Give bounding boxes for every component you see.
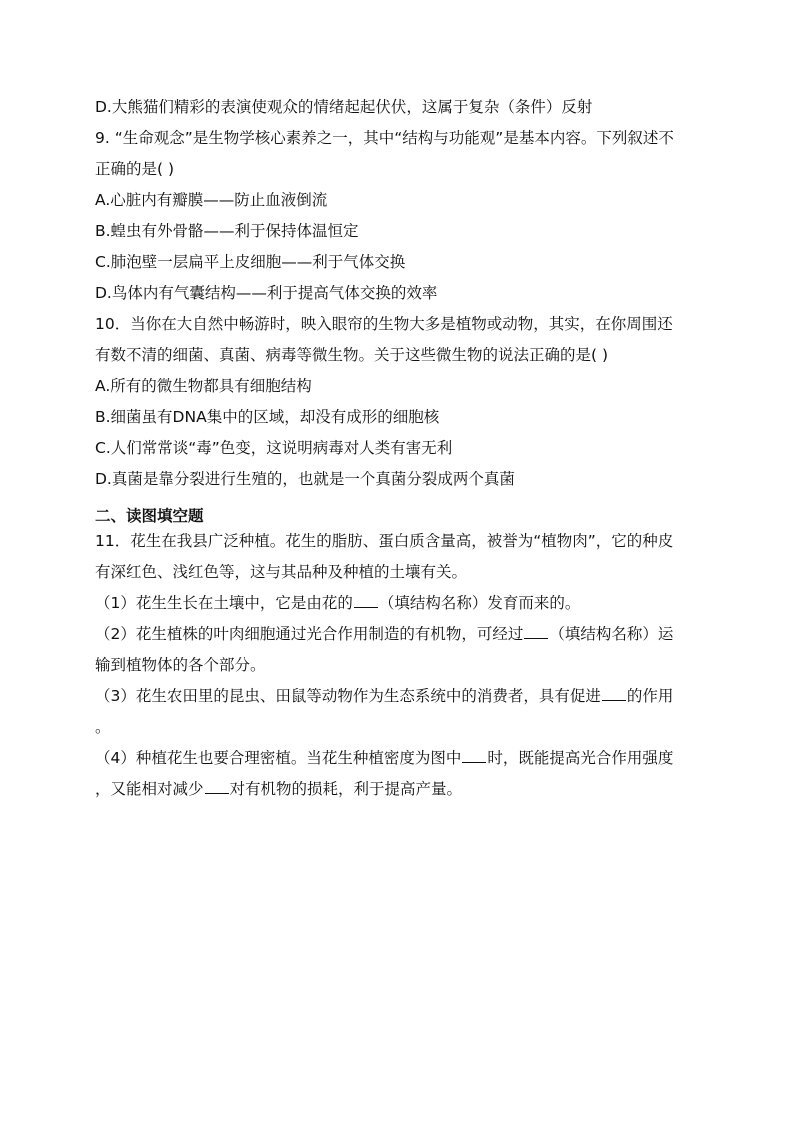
q11-part1-text-before: （1）花生生长在土壤中，它是由花的	[95, 594, 353, 612]
q11-part2	[95, 624, 705, 644]
q10-option-c: C.人们常常谈“毒”色变，这说明病毒对人类有害无利	[95, 439, 453, 457]
q11-part3	[95, 686, 705, 706]
q11-part4	[95, 748, 705, 768]
q11-stem-line2: 有深红色、浅红色等，这与其品种及种植的土壤有关。	[95, 563, 468, 581]
q11-part1-text-after: （填结构名称）发育而来的。	[378, 594, 581, 612]
q11-part3-text-after: 的作用	[626, 687, 674, 705]
q11-part3-text-before: （3）花生农田里的昆虫、田鼠等动物作为生态系统中的消费者，具有促进	[95, 687, 601, 705]
answer-blank-3	[602, 686, 626, 701]
q11-part4-text-before: （4）种植花生也要合理密植。当花生种植密度为图中	[95, 749, 462, 767]
q10-option-a: A.所有的微生物都具有细胞结构	[95, 377, 312, 395]
q11-part2-text-after: （填结构名称）运	[549, 625, 674, 643]
q11-part4-line2-text-before: ，又能相对减少	[95, 780, 204, 798]
answer-blank-1	[354, 593, 378, 608]
q9-stem-line1: 9. “生命观念”是生物学核心素养之一，其中“结构与功能观”是基本内容。下列叙述不	[95, 129, 674, 147]
q10-option-d: D.真菌是靠分裂进行生殖的，也就是一个真菌分裂成两个真菌	[95, 470, 515, 488]
q11-part4-line2-text-after: 对有机物的损耗，利于提高产量。	[229, 780, 463, 798]
q11-stem-line1: 11．花生在我县广泛种植。花生的脂肪、蛋白质含量高，被誉为“植物肉”，它的种皮	[95, 532, 674, 550]
q9-option-a: A.心脏内有瓣膜——防止血液倒流	[95, 191, 328, 209]
q9-option-d: D.鸟体内有气囊结构——利于提高气体交换的效率	[95, 284, 438, 302]
q9-option-b: B.蝗虫有外骨骼——利于保持体温恒定	[95, 222, 359, 240]
answer-blank-5	[205, 779, 229, 794]
answer-blank-4	[462, 748, 486, 763]
q9-stem-line2: 正确的是( )	[95, 160, 175, 178]
q10-stem-line1: 10．当你在大自然中畅游时，映入眼帘的生物大多是植物或动物，其实，在你周围还	[95, 315, 673, 333]
q11-part2-line2: 输到植物体的各个部分。	[95, 656, 266, 674]
q11-part1	[95, 593, 705, 613]
q11-part4-line2	[95, 779, 705, 799]
answer-blank-2	[524, 624, 548, 639]
q11-part4-text-after: 时，既能提高光合作用强度	[487, 749, 674, 767]
q10-stem-line2: 有数不清的细菌、真菌、病毒等微生物。关于这些微生物的说法正确的是( )	[95, 346, 609, 364]
q10-option-b: B.细菌虽有DNA集中的区域，却没有成形的细胞核	[95, 408, 440, 426]
q11-part2-text-before: （2）花生植株的叶肉细胞通过光合作用制造的有机物，可经过	[95, 625, 524, 643]
q9-option-c: C.肺泡壁一层扁平上皮细胞——利于气体交换	[95, 253, 406, 271]
q11-part3-line2: 。	[95, 718, 111, 736]
q8-option-d: D.大熊猫们精彩的表演使观众的情绪起起伏伏，这属于复杂（条件）反射	[95, 98, 593, 116]
section-heading: 二、读图填空题	[95, 507, 204, 525]
